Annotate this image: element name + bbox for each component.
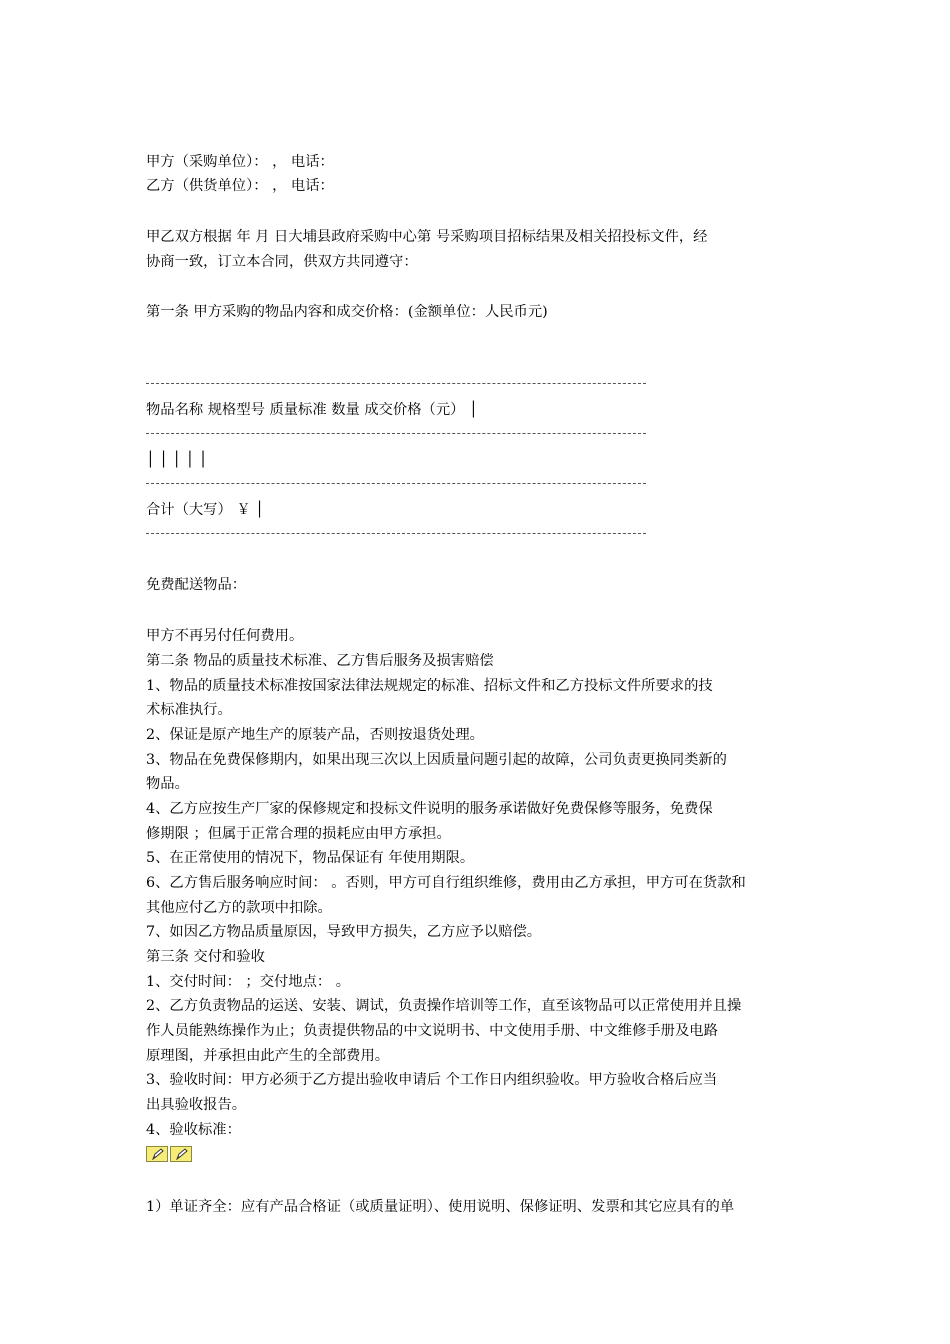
- intro-line-1: 甲乙双方根据 年 月 日大埔县政府采购中心第 号采购项目招标结果及相关招投标文件，经: [146, 229, 708, 245]
- article-3-line: 3、验收时间：甲方必须于乙方提出验收申请后 个工作日内组织验收。甲方验收合格后应当: [146, 1072, 718, 1088]
- article-3-line: 1、交付时间： ；交付地点： 。: [146, 974, 351, 990]
- article-2-line: 1、物品的质量技术标准按国家法律法规规定的标准、招标文件和乙方投标文件所要求的技: [146, 678, 713, 694]
- standard-1-line: 1）单证齐全：应有产品合格证（或质量证明）、使用说明、保修证明、发票和其它应具有的单: [146, 1199, 735, 1215]
- table-header: 物品名称 规格型号 质量标准 数量 成交价格（元） │: [146, 402, 478, 418]
- table-rule-top: [146, 383, 646, 384]
- article-2-line: 修期限 ；但属于正常合理的损耗应由甲方承担。: [146, 826, 451, 842]
- table-total: 合计（大写） ￥ │: [146, 502, 264, 518]
- article-2-title: 第二条 物品的质量技术标准、乙方售后服务及损害赔偿: [146, 653, 494, 669]
- article-2-line: 3、物品在免费保修期内，如果出现三次以上因质量问题引起的故障，公司负责更换同类新的: [146, 752, 727, 768]
- article-3-title: 第三条 交付和验收: [146, 949, 265, 965]
- table-row: │ │ │ │ │: [146, 452, 208, 468]
- pencil-icon[interactable]: [146, 1146, 168, 1162]
- embedded-icons: [146, 1146, 192, 1162]
- article-2-line: 2、保证是原产地生产的原装产品，否则按退货处理。: [146, 727, 484, 743]
- article-3-line: 2、乙方负责物品的运送、安装、调试，负责操作培训等工作，直至该物品可以正常使用并且操: [146, 998, 742, 1014]
- table-rule: [146, 483, 646, 484]
- article-2-line: 7、如因乙方物品质量原因，导致甲方损失，乙方应予以赔偿。: [146, 924, 542, 940]
- party-b-line: 乙方（供货单位）： ， 电话：: [146, 178, 334, 194]
- table-rule-bottom: [146, 533, 646, 534]
- article-3-line: 原理图，并承担由此产生的全部费用。: [146, 1048, 390, 1064]
- article-2-line: 6、乙方售后服务响应时间： 。否则，甲方可自行组织维修，费用由乙方承担，甲方可在货款和: [146, 875, 746, 891]
- article-2-line: 术标准执行。: [146, 702, 232, 718]
- article-2-line: 5、在正常使用的情况下，物品保证有 年使用期限。: [146, 850, 475, 866]
- free-delivery-label: 免费配送物品：: [146, 577, 247, 593]
- intro-line-2: 协商一致，订立本合同，供双方共同遵守：: [146, 254, 418, 270]
- party-a-line: 甲方（采购单位）： ， 电话：: [146, 154, 334, 170]
- article-2-line: 物品。: [146, 776, 189, 792]
- article-3-line: 4、验收标准：: [146, 1122, 241, 1138]
- article-1-title: 第一条 甲方采购的物品内容和成交价格：(金额单位：人民币元): [146, 304, 548, 320]
- article-3-line: 出具验收报告。: [146, 1097, 247, 1113]
- table-rule: [146, 433, 646, 434]
- free-delivery-note: 甲方不再另付任何费用。: [146, 628, 304, 644]
- article-2-line: 4、乙方应按生产厂家的保修规定和投标文件说明的服务承诺做好免费保修等服务，免费保: [146, 801, 713, 817]
- pencil-icon[interactable]: [170, 1146, 192, 1162]
- article-2-line: 其他应付乙方的款项中扣除。: [146, 900, 332, 916]
- article-3-line: 作人员能熟练操作为止；负责提供物品的中文说明书、中文使用手册、中文维修手册及电路: [146, 1023, 718, 1039]
